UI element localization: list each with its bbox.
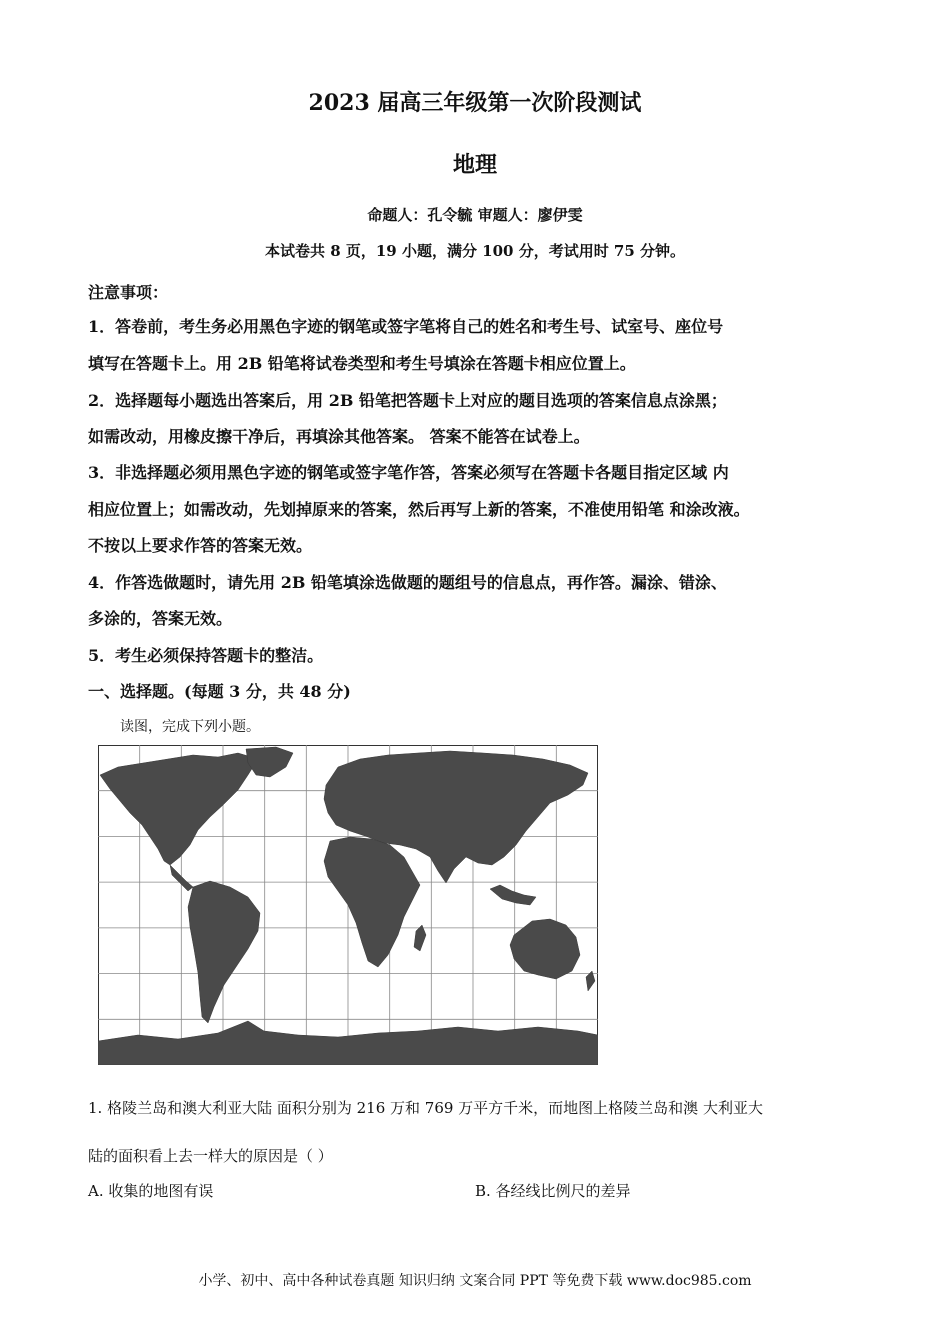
footer-text: 小学、初中、高中各种试卷真题 知识归纳 文案合同 PPT 等免费下载 www.doc985.com [198,1273,752,1289]
note-line: 2．选择题每小题选出答案后，用 2B 铅笔把答题卡上对应的题目选项的答案信息点涂黑； [88,391,727,410]
world-map [98,745,598,1065]
question-1-stem: 1. 格陵兰岛和澳大利亚大陆 面积分别为 216 万和 769 万平方千米，而地图上格陵兰岛和澳 大利亚大 [88,1099,763,1117]
section-intro: 读图，完成下列小题。 [120,719,260,735]
option-b: B. 各经线比例尺的差异 [475,1182,631,1200]
notes-heading: 注意事项： [88,283,169,302]
note-line: 1．答卷前，考生务必用黑色字迹的钢笔或签字笔将自己的姓名和考生号、试室号、座位号 [88,317,724,336]
note-line: 多涂的，答案无效。 [88,609,233,628]
note-line: 不按以上要求作答的答案无效。 [88,536,313,555]
note-line: 如需改动，用橡皮擦干净后，再填涂其他答案。 答案不能答在试卷上。 [88,427,590,446]
authors-line: 命题人：孔令毓 审题人：廖伊雯 [367,206,583,224]
page-title: 2023 届高三年级第一次阶段测试 [308,90,642,116]
note-line: 4．作答选做题时，请先用 2B 铅笔填涂选做题的题组号的信息点，再作答。漏涂、错涂、 [88,573,727,592]
note-line: 相应位置上；如需改动，先划掉原来的答案，然后再写上新的答案，不准使用铅笔 和涂改液。 [88,500,750,519]
subject-title: 地理 [452,152,497,178]
option-a: A. 收集的地图有误 [88,1182,214,1200]
section-heading: 一、选择题。(每题 3 分，共 48 分) [88,682,351,701]
exam-info: 本试卷共 8 页，19 小题，满分 100 分，考试用时 75 分钟。 [264,242,686,260]
note-line: 3．非选择题必须用黑色字迹的钢笔或签字笔作答，答案必须写在答题卡各题目指定区域 内 [88,463,729,482]
note-line: 5．考生必须保持答题卡的整洁。 [88,646,324,665]
question-1-stem-cont: 陆的面积看上去一样大的原因是（ ） [88,1147,333,1165]
note-line: 填写在答题卡上。用 2B 铅笔将试卷类型和考生号填涂在答题卡相应位置上。 [88,354,636,373]
